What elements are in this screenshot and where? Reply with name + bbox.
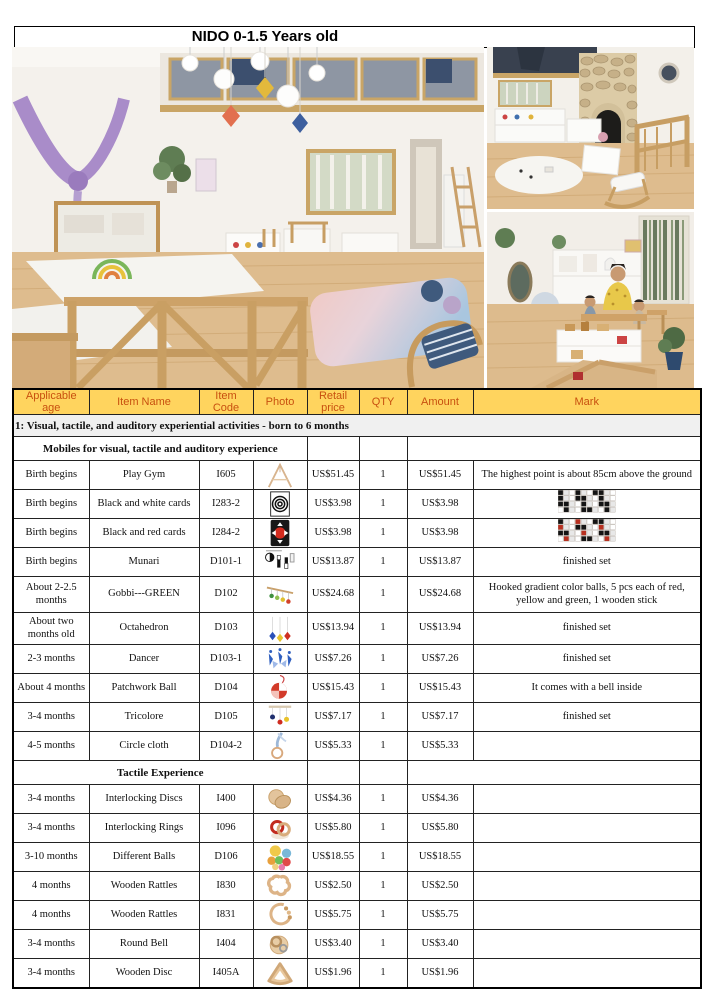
item-code-cell: I605 [199,461,253,490]
different-balls-icon [256,843,305,871]
interlocking-discs-icon [256,785,305,813]
card-grid-bw [558,505,616,516]
classroom-photo-teacher [487,212,694,388]
applicable-age-cell: 2-3 months [13,645,89,674]
retail-price-cell: US$4.36 [307,785,359,814]
table-row [13,930,701,959]
mark-cell: finished set [473,645,701,674]
item-photo-cell [253,703,307,732]
mark-cell: finished set [473,703,701,732]
mark-cell: finished set [473,548,701,577]
retail-price-cell: US$5.80 [307,814,359,843]
amount-cell: US$7.26 [407,645,473,674]
retail-price-cell: US$3.98 [307,519,359,548]
amount-cell: US$2.50 [407,872,473,901]
subsection-row [13,761,701,785]
item-name-cell: Dancer [89,645,199,674]
mark-cell [473,901,701,930]
item-photo-cell [253,843,307,872]
item-code-cell: I400 [199,785,253,814]
amount-cell: US$3.98 [407,490,473,519]
item-name-cell: Play Gym [89,461,199,490]
item-code-cell: I096 [199,814,253,843]
item-photo-cell [253,930,307,959]
amount-cell: US$4.36 [407,785,473,814]
card-grid-red [558,534,616,545]
qty-cell: 1 [359,461,407,490]
white-bench [582,145,621,175]
navy-cushion [421,280,443,302]
amount-cell: US$24.68 [407,577,473,613]
item-name-cell: Wooden Rattles [89,901,199,930]
retail-price-cell: US$7.26 [307,645,359,674]
item-photo-cell [253,674,307,703]
table-row [13,872,701,901]
item-photo-cell [253,519,307,548]
section-label: 1: Visual, tactile, and auditory experiential activities - born to 6 months [13,415,701,437]
applicable-age-cell: 3-4 months [13,703,89,732]
table-row [13,613,701,645]
mark-cell [473,519,701,548]
item-name-cell: Interlocking Rings [89,814,199,843]
foreground-table [12,339,70,388]
applicable-age-cell: 3-4 months [13,785,89,814]
amount-cell: US$1.96 [407,959,473,989]
mark-cell [473,959,701,989]
applicable-age-cell: 4 months [13,872,89,901]
photo-collage [12,47,694,388]
table-row [13,577,701,613]
retail-price-cell: US$7.17 [307,703,359,732]
amount-cell: US$18.55 [407,843,473,872]
item-photo-cell [253,785,307,814]
round-window [660,64,678,82]
mark-cell: Hooked gradient color balls, 5 pcs each of red, yellow and green, 1 wooden stick [473,577,701,613]
retail-price-cell: US$1.96 [307,959,359,989]
table-row [13,703,701,732]
retail-price-cell: US$2.50 [307,872,359,901]
wooden-rattle-beads-icon [256,901,305,929]
table-row [13,814,701,843]
item-code-cell: D102 [199,577,253,613]
tricolore-mobile-icon [256,703,305,731]
play-gym-icon [256,461,305,489]
mark-cell [473,814,701,843]
amount-cell: US$5.80 [407,814,473,843]
qty-cell: 1 [359,959,407,989]
item-photo-cell [253,548,307,577]
qty-cell: 1 [359,901,407,930]
qty-cell: 1 [359,703,407,732]
item-name-cell: Octahedron [89,613,199,645]
subsection-row [13,437,701,461]
item-code-cell: D103-1 [199,645,253,674]
qty-cell: 1 [359,674,407,703]
applicable-age-cell: About two months old [13,613,89,645]
item-photo-cell [253,613,307,645]
column-header-photo: Photo [253,389,307,415]
empty-cell [407,761,701,785]
empty-cell [307,761,359,785]
applicable-age-cell: 4-5 months [13,732,89,761]
item-name-cell: Wooden Disc [89,959,199,989]
item-code-cell: D104 [199,674,253,703]
section-row [13,415,701,437]
table-row [13,645,701,674]
item-name-cell: Patchwork Ball [89,674,199,703]
table-row [13,785,701,814]
retail-price-cell: US$5.75 [307,901,359,930]
amount-cell: US$5.33 [407,732,473,761]
classroom-photo-main [12,47,484,388]
item-name-cell: Round Bell [89,930,199,959]
item-code-cell: I831 [199,901,253,930]
qty-cell: 1 [359,613,407,645]
table-row [13,959,701,989]
qty-cell: 1 [359,843,407,872]
applicable-age-cell: 3-4 months [13,959,89,989]
column-header-retail-price: Retail price [307,389,359,415]
amount-cell: US$51.45 [407,461,473,490]
applicable-age-cell: 3-4 months [13,814,89,843]
qty-cell: 1 [359,548,407,577]
subsection-label: Tactile Experience [13,761,307,785]
qty-cell: 1 [359,814,407,843]
wall-mirror [56,203,158,255]
mark-cell [473,785,701,814]
octahedron-mobile-icon [256,615,305,643]
mark-cell: finished set [473,613,701,645]
table-row [13,519,701,548]
mark-cell [473,732,701,761]
qty-cell: 1 [359,732,407,761]
plant [495,228,515,248]
column-header-item-name: Item Name [89,389,199,415]
dancer-mobile-icon [256,645,305,673]
table-row [13,674,701,703]
applicable-age-cell: About 2-2.5 months [13,577,89,613]
item-name-cell: Interlocking Discs [89,785,199,814]
item-name-cell: Tricolore [89,703,199,732]
applicable-age-cell: 3-4 months [13,930,89,959]
white-mat [495,156,583,194]
item-code-cell: I830 [199,872,253,901]
item-code-cell: D104-2 [199,732,253,761]
item-code-cell: I284-2 [199,519,253,548]
qty-cell: 1 [359,872,407,901]
qty-cell: 1 [359,519,407,548]
amount-cell: US$13.94 [407,613,473,645]
empty-cell [359,437,407,461]
column-header-mark: Mark [473,389,701,415]
item-name-cell: Munari [89,548,199,577]
patchwork-ball-icon [256,674,305,702]
mark-cell: It comes with a bell inside [473,674,701,703]
standing-mirror [509,263,531,301]
item-code-cell: D105 [199,703,253,732]
mark-cell [473,490,701,519]
qty-cell: 1 [359,490,407,519]
mark-cell [473,843,701,872]
item-code-cell: D103 [199,613,253,645]
amount-cell: US$7.17 [407,703,473,732]
applicable-age-cell: About 4 months [13,674,89,703]
retail-price-cell: US$24.68 [307,577,359,613]
mark-cell [473,930,701,959]
item-photo-cell [253,732,307,761]
qty-cell: 1 [359,785,407,814]
red-black-card-icon [256,519,305,547]
subsection-label: Mobiles for visual, tactile and auditory experience [13,437,307,461]
retail-price-cell: US$3.40 [307,930,359,959]
wooden-rattle-clover-icon [256,872,305,900]
applicable-age-cell: Birth begins [13,461,89,490]
amount-cell: US$3.98 [407,519,473,548]
amount-cell: US$5.75 [407,901,473,930]
price-table [12,388,702,989]
column-header-applicable-age: Applicable age [13,389,89,415]
classroom-photo-fireplace [487,47,694,209]
item-code-cell: I283-2 [199,490,253,519]
amount-cell: US$15.43 [407,674,473,703]
retail-price-cell: US$13.94 [307,613,359,645]
amount-cell: US$13.87 [407,548,473,577]
mark-cell: The highest point is about 85cm above the ground [473,461,701,490]
munari-mobile-icon [256,548,305,576]
amount-cell: US$3.40 [407,930,473,959]
bw-spiral-card-icon [256,490,305,518]
applicable-age-cell: 3-10 months [13,843,89,872]
mark-cell [473,872,701,901]
item-photo-cell [253,645,307,674]
retail-price-cell: US$3.98 [307,490,359,519]
item-name-cell: Gobbi---GREEN [89,577,199,613]
gobbi-balls-icon [256,581,305,609]
table-row [13,901,701,930]
pink-cushion [598,132,608,142]
retail-price-cell: US$18.55 [307,843,359,872]
applicable-age-cell: 4 months [13,901,89,930]
column-header-item-code: Item Code [199,389,253,415]
retail-price-cell: US$13.87 [307,548,359,577]
item-name-cell: Different Balls [89,843,199,872]
item-photo-cell [253,959,307,989]
picture-frame [625,240,641,252]
item-code-cell: I405A [199,959,253,989]
table-row [13,461,701,490]
page-title-box [14,26,695,48]
table-row [13,732,701,761]
qty-cell: 1 [359,930,407,959]
item-photo-cell [253,814,307,843]
empty-cell [359,761,407,785]
item-photo-cell [253,901,307,930]
retail-price-cell: US$51.45 [307,461,359,490]
table-row [13,548,701,577]
item-name-cell: Wooden Rattles [89,872,199,901]
table-header [13,389,701,415]
item-code-cell: I404 [199,930,253,959]
item-code-cell: D101-1 [199,548,253,577]
table-row [13,843,701,872]
item-photo-cell [253,461,307,490]
retail-price-cell: US$15.43 [307,674,359,703]
round-bell-icon [256,930,305,958]
column-header-qty: QTY [359,389,407,415]
empty-cell [407,437,701,461]
item-name-cell: Black and white cards [89,490,199,519]
column-header-amount: Amount [407,389,473,415]
circle-cloth-icon [256,732,305,760]
applicable-age-cell: Birth begins [13,490,89,519]
flower-vase [552,235,566,249]
item-photo-cell [253,872,307,901]
page-title: NIDO 0-1.5 Years old [191,28,339,45]
item-photo-cell [253,577,307,613]
item-name-cell: Black and red cards [89,519,199,548]
item-photo-cell [253,490,307,519]
table-row [13,490,701,519]
retail-price-cell: US$5.33 [307,732,359,761]
qty-cell: 1 [359,577,407,613]
applicable-age-cell: Birth begins [13,548,89,577]
item-code-cell: D106 [199,843,253,872]
interlocking-rings-icon [256,814,305,842]
wooden-disc-icon [256,959,305,987]
item-name-cell: Circle cloth [89,732,199,761]
empty-cell [307,437,359,461]
applicable-age-cell: Birth begins [13,519,89,548]
qty-cell: 1 [359,645,407,674]
